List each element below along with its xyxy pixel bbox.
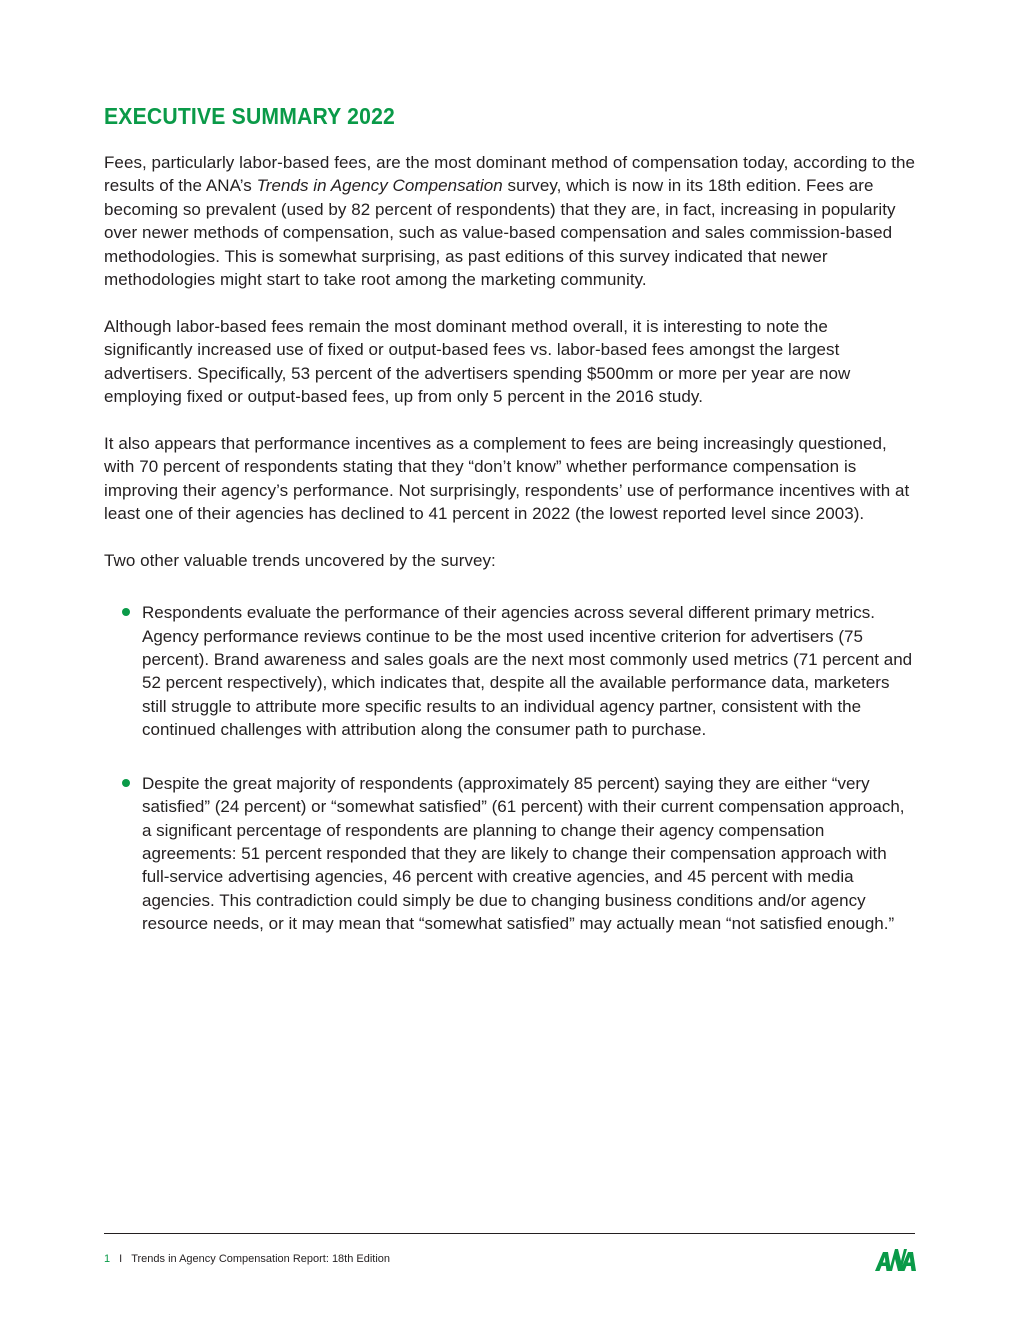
footer — [104, 1252, 390, 1266]
footer-divider — [104, 1233, 915, 1234]
ana-logo-letter-a1 — [875, 1252, 891, 1271]
page-title: EXECUTIVE SUMMARY 2022 — [104, 103, 395, 129]
bullet-dot-icon — [122, 608, 130, 616]
ana-logo-shapes — [875, 1249, 916, 1271]
ana-logo-icon — [874, 1246, 916, 1272]
body-content — [104, 151, 916, 966]
report-title: Trends in Agency Compensation Report: 18th Edition — [131, 1253, 391, 1265]
survey-title: Trends in Agency Compensation — [256, 176, 503, 196]
list-item — [104, 772, 916, 936]
footer-separator: I — [119, 1253, 123, 1265]
page-number: 1 — [104, 1253, 111, 1265]
list-item-text: Respondents evaluate the performance of their agencies across several different primary metrics. Agency performance reviews continue to be the most used incentive criterion for advertisers (75 percent). Brand awareness and sales goals are the next most commonly used metrics (71 percent and 52 percent respectively), which indicates that, despite all the available performance data, marketers still struggle to attribute more specific results to an individual agency partner, consistent with the continued challenges with attribution along the consumer path to purchase. — [142, 603, 913, 740]
paragraph-fees-end: survey, which is now in its 18th edition. Fees are becoming so prevalent (used by 82 percent of respondents) that they are, in fact, increasing in popularity over newer methods of compensation, such as value-based compensation and sales commission-based methodologies. This is somewhat surprising, as past editions of this survey indicated that newer methodologies might start to take root among the marketing community. — [104, 176, 896, 290]
bullet-dot-icon — [122, 779, 130, 787]
list-item — [104, 601, 916, 741]
paragraph-fixed-fees: Although labor-based fees remain the most dominant method overall, it is interesting to note the significantly increased use of fixed or output-based fees vs. labor-based fees amongst the largest advertisers. Specifically, 53 percent of the advertisers spending $500mm or more per year are now employing fixed or output-based fees, up from only 5 percent in the 2016 study. — [104, 316, 851, 407]
trends-list — [104, 601, 916, 935]
paragraph-performance-incentives: It also appears that performance incentives as a complement to fees are being increasingly questioned, with 70 percent of respondents stating that they “don’t know” whether performance compensation is improving their agency’s performance. Not surprisingly, respondents’ use of performance incentives with at least one of their agencies has declined to 41 percent in 2022 (the lowest reported level since 2003). — [104, 433, 910, 524]
list-item-text: Despite the great majority of respondents (approximately 85 percent) saying they are either “very satisfied” (24 percent) or “somewhat satisfied” (61 percent) with their current compensation approach, a significant percentage of respondents are planning to change their agency compensation agreements: 51 percent responded that they are likely to change their compensation approach with full-service advertising agencies, 46 percent with creative agencies, and 45 percent with media agencies. This contradiction could simply be due to changing business conditions and/or agency resource needs, or it may mean that “somewhat satisfied” may actually mean “not satisfied enough.” — [142, 773, 905, 934]
paragraph-trends-intro: Two other valuable trends uncovered by the survey: — [104, 550, 496, 570]
paragraph-fees — [104, 151, 916, 291]
paragraph-fees-start: Fees, particularly labor-based fees, are the most dominant method of compensation today, according to the results of the ANA’s — [104, 153, 915, 196]
